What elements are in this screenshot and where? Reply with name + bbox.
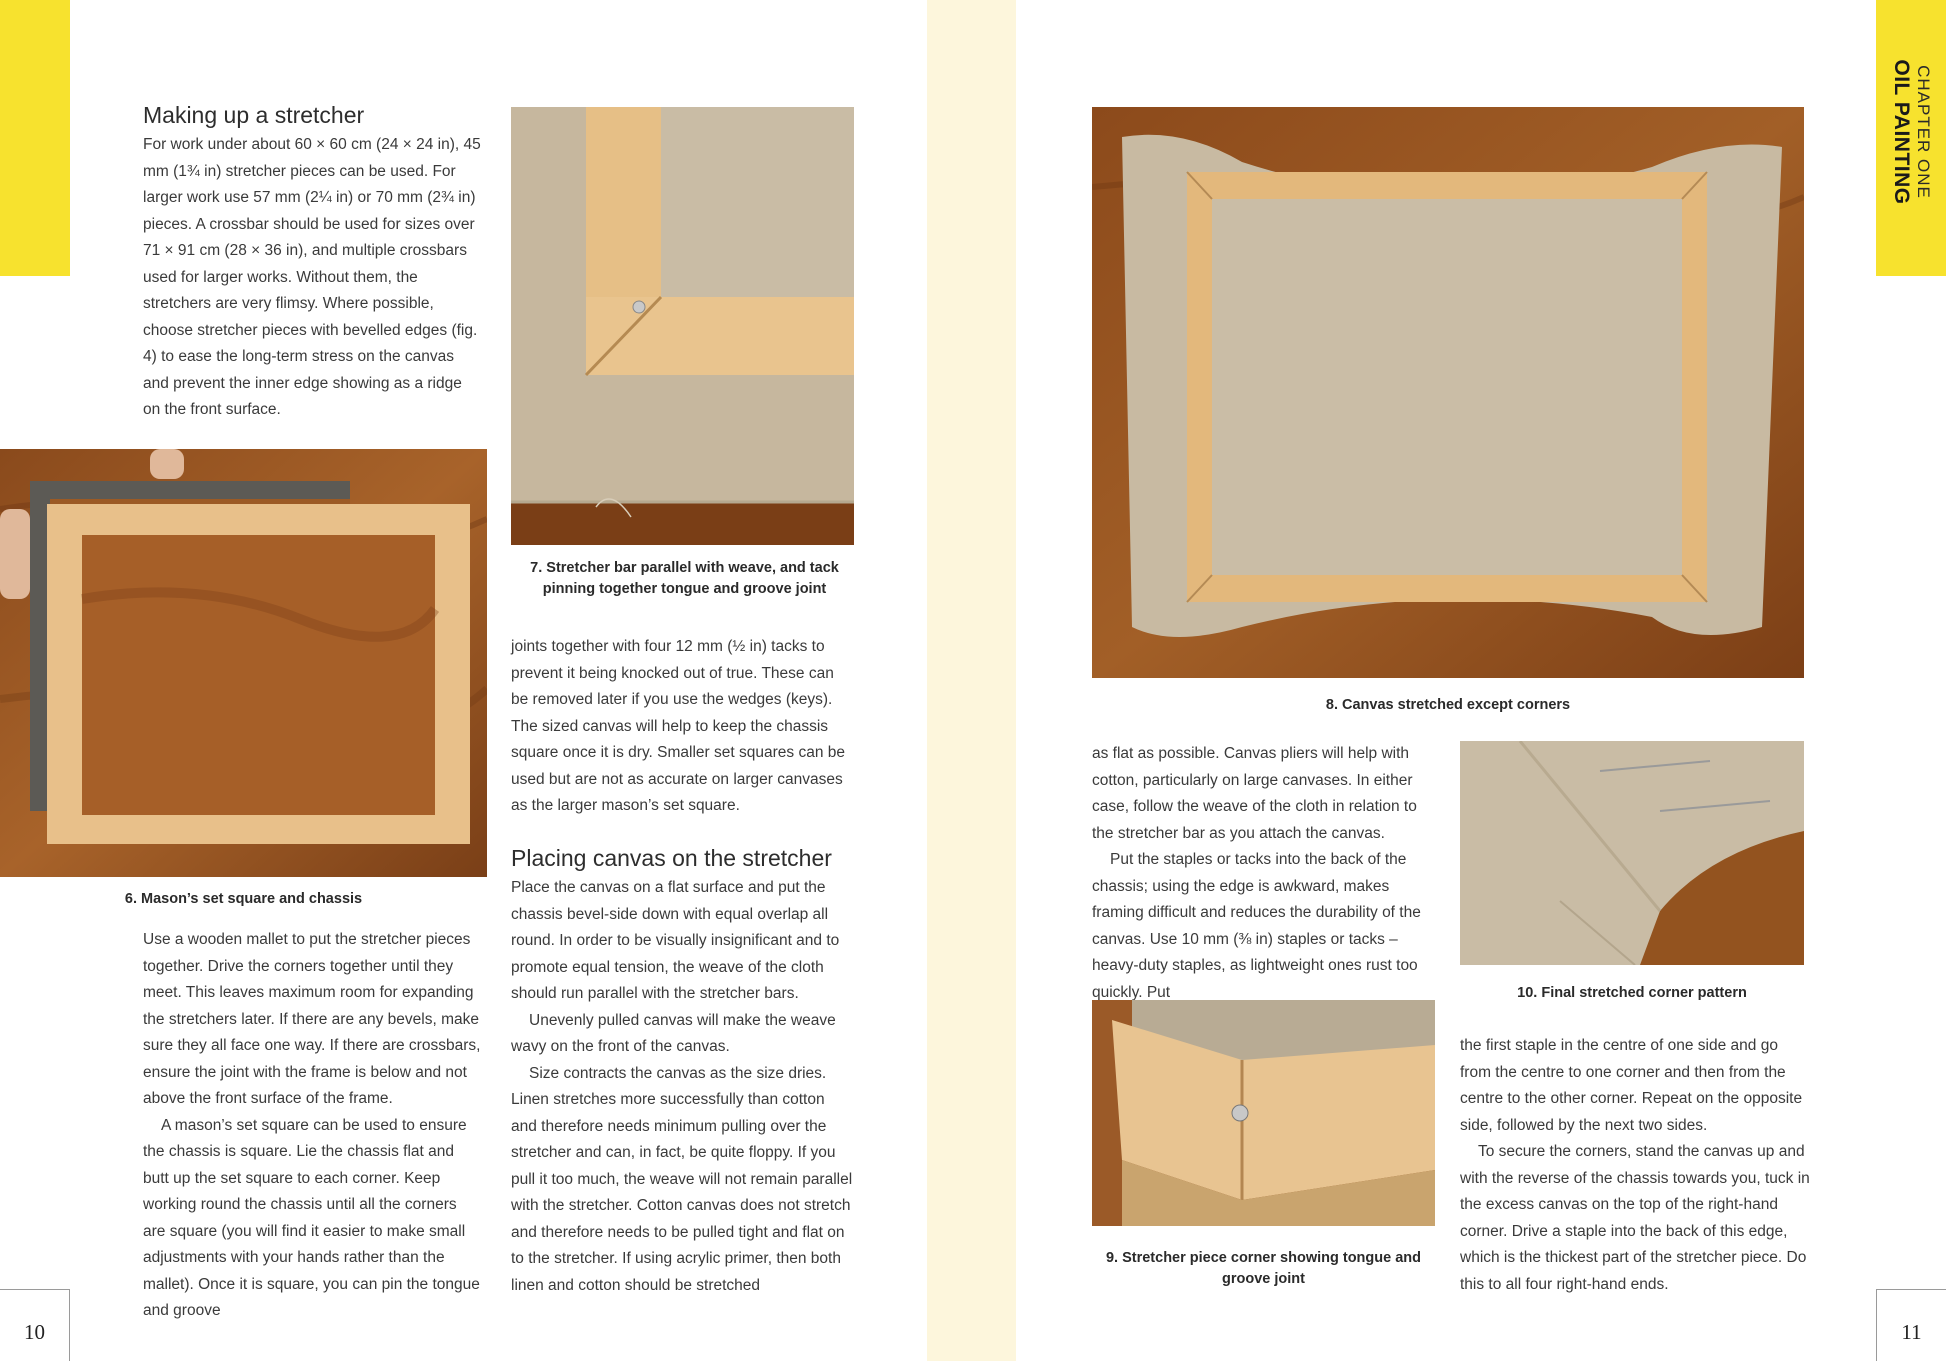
heading-making-stretcher: Making up a stretcher [143, 102, 365, 128]
caption-fig9: 9. Stretcher piece corner showing tongue and groove joint [1105, 1250, 1422, 1287]
paragraph: To secure the corners, stand the canvas up and with the reverse of the chassis towards you, tuck in the excess canvas on the top of the right-hand corner. Drive a staple into the back of this edge, which is the thickest part of the stretcher piece. Do this to all four right-hand ends. [1460, 1143, 1810, 1293]
section-making-stretcher [143, 100, 483, 424]
section-staples [1460, 1033, 1812, 1298]
paragraph: Unevenly pulled canvas will make the weave wavy on the front of the canvas. [511, 1011, 836, 1055]
section-flat [1092, 741, 1437, 1006]
paragraph: For work under about 60 × 60 cm (24 × 24 in), 45 mm (1¾ in) stretcher pieces can be used. For larger work use 57 mm (2¼ in) or 70 mm (2¾ in) pieces. A crossbar should be used for sizes over 71 × 91 cm (28 × 36 in), and multiple crossbars used for larger works. Without them, the stretchers are very flimsy. Where possible, choose stretcher pieces with bevelled edges (fig. 4) to ease the long-term stress on the canvas and prevent the inner edge showing as a ridge on the front surface. [143, 136, 481, 418]
section-placing-canvas [511, 843, 854, 1299]
chapter-tab-left [0, 0, 70, 276]
page-number-box-right [1876, 1289, 1946, 1361]
page-number-box-left [0, 1289, 70, 1361]
paragraph: Place the canvas on a flat surface and put the chassis bevel-side down with equal overlap all round. In order to be visually insignificant and to promote equal tension, the weave of the cloth should run parallel with the stretcher bars. [511, 879, 840, 1002]
section-mallet [143, 927, 483, 1325]
chapter-number: CHAPTER ONE [1914, 65, 1933, 199]
photo-set-square-and-chassis [0, 449, 487, 877]
photo-canvas-stretched [1092, 107, 1804, 678]
paragraph: Put the staples or tacks into the back of the chassis; using the edge is awkward, makes framing difficult and reduces the durability of the canvas. Use 10 mm (⅜ in) staples or tacks – heavy-duty staples, as lightweight ones rust too quickly. Put [1092, 851, 1421, 1001]
page-gutter [927, 0, 1016, 1361]
page-number-left: 10 [24, 1320, 45, 1344]
caption-fig8: 8. Canvas stretched except corners [1325, 697, 1571, 713]
caption-fig10: 10. Final stretched corner pattern [1517, 985, 1747, 1001]
photo-stretcher-bar-corner [511, 107, 854, 545]
photo-final-corner [1460, 741, 1804, 965]
caption-fig6: 6. Mason’s set square and chassis [124, 891, 363, 907]
paragraph: joints together with four 12 mm (½ in) tacks to prevent it being knocked out of true. These can be removed later if you use the wedges (keys). The sized canvas will help to keep the chassis square once it is dry. Smaller set squares can be used but are not as accurate on larger canvases as the larger mason’s set square. [511, 638, 845, 814]
paragraph: as flat as possible. Canvas pliers will help with cotton, particularly on large canvases. In either case, follow the weave of the cloth in relation to the stretcher bar as you attach the canvas. [1092, 745, 1417, 842]
heading-placing-canvas: Placing canvas on the stretcher [511, 845, 832, 871]
chapter-title: OIL PAINTING [1890, 59, 1913, 205]
paragraph: Size contracts the canvas as the size dries. Linen stretches more successfully than cotton and therefore needs minimum pulling over the stretcher and can, in fact, be quite floppy. If you pull it too much, the weave will not remain parallel with the stretcher. Cotton canvas does not stretch and therefore needs to be pulled tight and flat on to the stretcher. If using acrylic primer, then both linen and cotton should be stretched [511, 1064, 853, 1294]
photo-stretcher-corner-joint [1092, 1000, 1435, 1226]
paragraph: the first staple in the centre of one side and go from the centre to one corner and then from the centre to the other corner. Repeat on the opposite side, followed by the next two sides. [1460, 1037, 1803, 1134]
section-joints [511, 634, 854, 820]
page-number-right: 11 [1901, 1320, 1922, 1344]
caption-fig7: 7. Stretcher bar parallel with weave, and tack pinning together tongue and groove joint [530, 560, 839, 597]
chapter-label [1876, 0, 1946, 276]
paragraph: A mason’s set square can be used to ensure the chassis is square. Lie the chassis flat and butt up the set square to each corner. Keep working round the chassis until all the corners are square (you will find it easier to make small adjustments with your hands rather than the mallet). Once it is square, you can pin the tongue and groove [143, 1116, 480, 1319]
paragraph: Use a wooden mallet to put the stretcher pieces together. Drive the corners together until they meet. This leaves maximum room for expanding the stretchers later. If there are any bevels, make sure they all face one way. If there are crossbars, ensure the joint with the frame is below and not above the front surface of the frame. [143, 931, 481, 1107]
